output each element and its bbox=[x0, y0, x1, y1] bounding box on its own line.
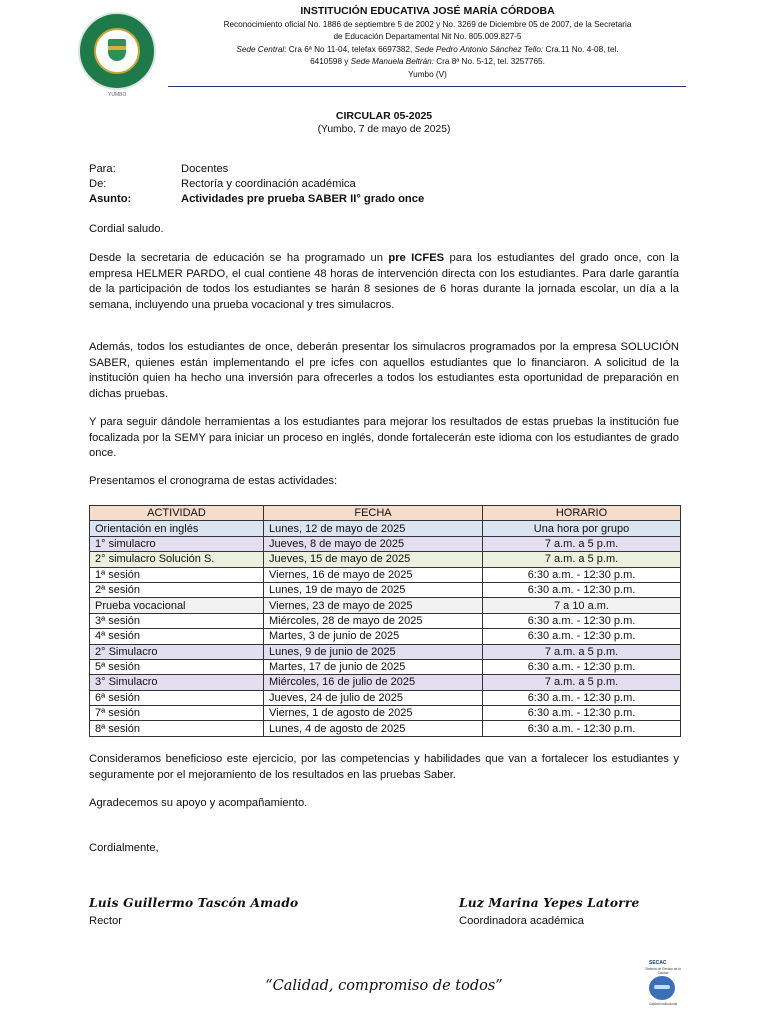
cell-horario: 7 a.m. a 5 p.m. bbox=[483, 536, 681, 551]
cell-fecha: Viernes, 1 de agosto de 2025 bbox=[264, 706, 483, 721]
school-info-line4: 6410598 y Sede Manuela Beltrán: Cra 8ª No. 5-12, tel. 3257765. bbox=[310, 57, 545, 67]
paragraph-5: Consideramos beneficioso este ejercicio, por las competencias y habilidades que van a fortalecer los estudiantes y seguramente por el mejoramiento de los resultados en las pruebas Saber. bbox=[89, 753, 679, 781]
cell-horario: 6:30 a.m. - 12:30 p.m. bbox=[483, 706, 681, 721]
cell-actividad: 1ª sesión bbox=[90, 567, 264, 582]
cell-fecha: Viernes, 23 de mayo de 2025 bbox=[264, 598, 483, 613]
table-row bbox=[90, 567, 681, 582]
paragraph-1: Desde la secretaria de educación se ha programado un pre ICFES para los estudiantes del grado once, con la empresa HELMER PARDO, el cual contiene 48 horas de intervención directa con los estudiantes. Para darle garantía de la participación de todos los estudiantes se harán 8 sesiones de 6 horas durante la jornada escolar, un día a la semana, incluyendo una prueba vocacional y tres simulacros. bbox=[89, 252, 680, 311]
cell-actividad: 3ª sesión bbox=[90, 613, 264, 628]
secac-logo: SECAC Sistema de Gestión de la Calidad Calidad institucional bbox=[645, 960, 681, 1006]
cell-horario: Una hora por grupo bbox=[483, 521, 681, 536]
header-actividad: ACTIVIDAD bbox=[90, 506, 264, 521]
cell-horario: 6:30 a.m. - 12:30 p.m. bbox=[483, 582, 681, 597]
table-row bbox=[90, 613, 681, 628]
cell-horario: 7 a.m. a 5 p.m. bbox=[483, 552, 681, 567]
coordinator-signature: Luz Marina Yepes Latorre bbox=[459, 896, 640, 910]
school-logo bbox=[78, 12, 156, 90]
cell-actividad: 1° simulacro bbox=[90, 536, 264, 551]
circular-date: (Yumbo, 7 de mayo de 2025) bbox=[317, 124, 451, 135]
cell-fecha: Miércoles, 28 de mayo de 2025 bbox=[264, 613, 483, 628]
cell-horario: 6:30 a.m. - 12:30 p.m. bbox=[483, 613, 681, 628]
greeting: Cordial saludo. bbox=[89, 223, 164, 235]
header-fecha: FECHA bbox=[264, 506, 483, 521]
cell-fecha: Lunes, 9 de junio de 2025 bbox=[264, 644, 483, 659]
cell-actividad: 6ª sesión bbox=[90, 690, 264, 705]
cell-fecha: Lunes, 4 de agosto de 2025 bbox=[264, 721, 483, 736]
table-row bbox=[90, 582, 681, 597]
table-row bbox=[90, 659, 681, 674]
school-info-line2: de Educación Departamental Nit No. 805.009.827-5 bbox=[333, 32, 522, 42]
table-row bbox=[90, 644, 681, 659]
cell-actividad: 3° Simulacro bbox=[90, 675, 264, 690]
cell-horario: 6:30 a.m. - 12:30 p.m. bbox=[483, 567, 681, 582]
paragraph-2: Además, todos los estudiantes de once, deberán presentar los simulacros programados por la empresa SOLUCIÓN SABER, quienes están implementando el pre icfes con aquellos estudiantes que lo financiaron. A solicitud de la institución quien ha hecho una inversión para ofrecerles a todos los estudiantes esta oportunidad de preparación en dichas pruebas. bbox=[89, 341, 679, 400]
cell-horario: 7 a 10 a.m. bbox=[483, 598, 681, 613]
cell-horario: 6:30 a.m. - 12:30 p.m. bbox=[483, 659, 681, 674]
de-value: Rectoría y coordinación académica bbox=[181, 178, 356, 190]
table-row bbox=[90, 521, 681, 536]
school-info bbox=[170, 19, 685, 81]
table-row bbox=[90, 629, 681, 644]
paragraph-6: Agradecemos su apoyo y acompañamiento. bbox=[89, 797, 308, 809]
table-row bbox=[90, 706, 681, 721]
table-row bbox=[90, 552, 681, 567]
cell-actividad: 5ª sesión bbox=[90, 659, 264, 674]
cell-fecha: Lunes, 19 de mayo de 2025 bbox=[264, 582, 483, 597]
cell-horario: 6:30 a.m. - 12:30 p.m. bbox=[483, 629, 681, 644]
school-info-line5: Yumbo (V) bbox=[408, 69, 447, 79]
asunto-value: Actividades pre prueba SABER II° grado once bbox=[181, 193, 425, 205]
cell-horario: 6:30 a.m. - 12:30 p.m. bbox=[483, 721, 681, 736]
table-row bbox=[90, 598, 681, 613]
cell-actividad: 4ª sesión bbox=[90, 629, 264, 644]
school-info-line1: Reconocimiento oficial No. 1886 de septiembre 5 de 2002 y No. 3269 de Diciembre 05 de 2007, de la Secretaria bbox=[223, 20, 632, 29]
table-row bbox=[90, 536, 681, 551]
cell-horario: 7 a.m. a 5 p.m. bbox=[483, 644, 681, 659]
cell-fecha: Martes, 17 de junio de 2025 bbox=[264, 659, 483, 674]
institution-motto: “Calidad, compromiso de todos” bbox=[265, 978, 503, 994]
para-value: Docentes bbox=[181, 163, 229, 175]
circular-title: CIRCULAR 05-2025 bbox=[335, 110, 433, 122]
cell-actividad: 2° Simulacro bbox=[90, 644, 264, 659]
school-info-line3: Sede Central: Cra 6ª No 11-04, telefax 6697382, Sede Pedro Antonio Sánchez Tello: Cra.11 No. 4-08, tel. bbox=[236, 44, 619, 54]
cell-actividad: Prueba vocacional bbox=[90, 598, 264, 613]
paragraph-4: Presentamos el cronograma de estas actividades: bbox=[89, 475, 338, 487]
cell-fecha: Viernes, 16 de mayo de 2025 bbox=[264, 567, 483, 582]
rector-title: Rector bbox=[89, 915, 122, 927]
schedule-table bbox=[89, 505, 681, 737]
cell-fecha: Lunes, 12 de mayo de 2025 bbox=[264, 521, 483, 536]
cell-horario: 6:30 a.m. - 12:30 p.m. bbox=[483, 690, 681, 705]
table-row bbox=[90, 690, 681, 705]
cell-fecha: Jueves, 8 de mayo de 2025 bbox=[264, 536, 483, 551]
cell-actividad: 8ª sesión bbox=[90, 721, 264, 736]
cell-actividad: 2ª sesión bbox=[90, 582, 264, 597]
cell-actividad: 2° simulacro Solución S. bbox=[90, 552, 264, 567]
cell-fecha: Martes, 3 de junio de 2025 bbox=[264, 629, 483, 644]
closing: Cordialmente, bbox=[89, 842, 159, 854]
cell-fecha: Jueves, 15 de mayo de 2025 bbox=[264, 552, 483, 567]
table-row bbox=[90, 721, 681, 736]
paragraph-3: Y para seguir dándole herramientas a los estudiantes para mejorar los resultados de estas pruebas la institución fue focalizada por la SEMY para iniciar un proceso en inglés, donde fortalecerán este idioma con los estudiantes de grado once. bbox=[89, 416, 679, 459]
asunto-label: Asunto: bbox=[89, 193, 132, 205]
cell-actividad: 7ª sesión bbox=[90, 706, 264, 721]
header-horario: HORARIO bbox=[483, 506, 681, 521]
header-divider bbox=[168, 86, 686, 87]
cell-fecha: Jueves, 24 de julio de 2025 bbox=[264, 690, 483, 705]
rector-signature: Luis Guillermo Tascón Amado bbox=[89, 896, 299, 910]
cell-fecha: Miércoles, 16 de julio de 2025 bbox=[264, 675, 483, 690]
de-label: De: bbox=[89, 178, 107, 190]
cell-horario: 7 a.m. a 5 p.m. bbox=[483, 675, 681, 690]
para-label: Para: bbox=[89, 163, 116, 175]
cell-actividad: Orientación en inglés bbox=[90, 521, 264, 536]
globe-icon bbox=[649, 976, 675, 1000]
coordinator-title: Coordinadora académica bbox=[459, 915, 585, 927]
logo-caption: YUMBO bbox=[108, 92, 127, 98]
school-name: INSTITUCIÓN EDUCATIVA JOSÉ MARÍA CÓRDOBA bbox=[300, 5, 555, 17]
table-row bbox=[90, 675, 681, 690]
table-header-row bbox=[90, 506, 681, 521]
